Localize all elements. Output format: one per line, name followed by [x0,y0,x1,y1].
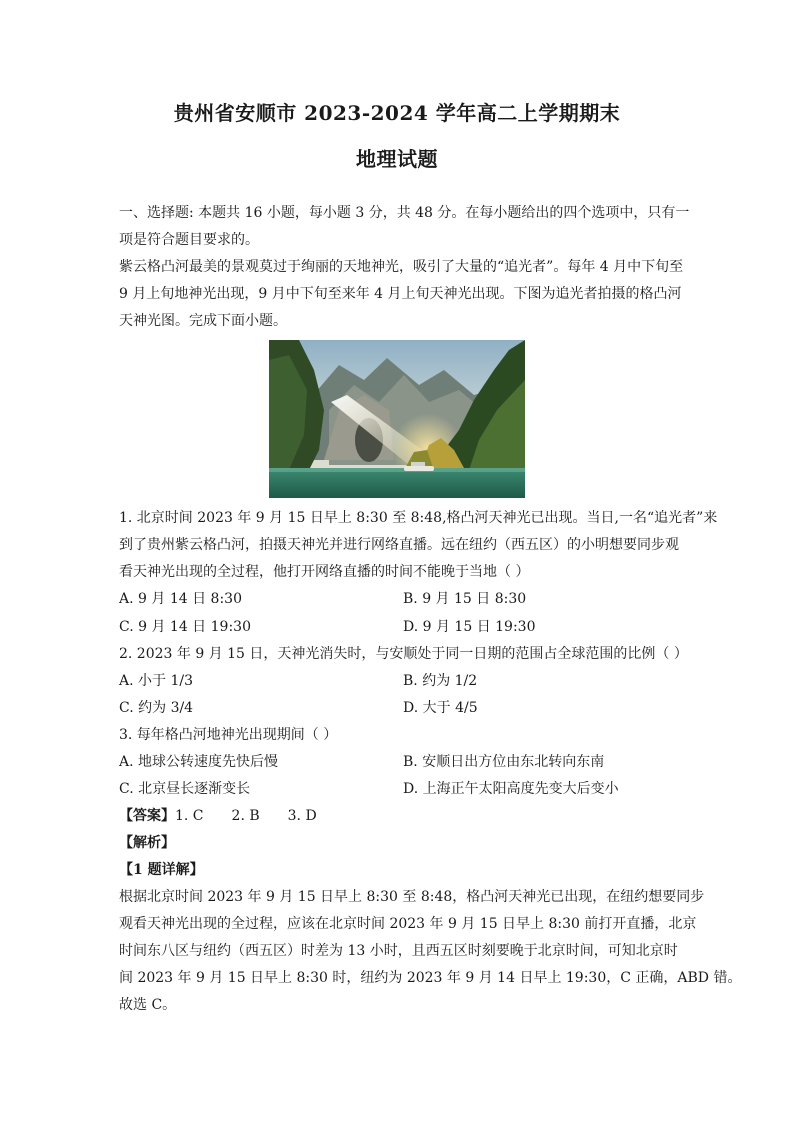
page-subtitle: 地理试题 [356,147,438,171]
question-2-text: 2. 2023 年 9 月 15 日，天神光消失时，与安顺处于同一日期的范围占全球范围的比例（ ） [119,646,688,662]
intro-line: 项是符合题目要求的。 [119,232,259,248]
intro-line: 9 月上旬地神光出现，9 月中下旬至来年 4 月上旬天神光出现。下图为追光者拍摄的格凸河 [119,286,682,302]
q1-option-a: A. 9 月 14 日 8:30 [119,591,242,607]
q3-option-d: D. 上海正午太阳高度先变大后变小 [403,781,619,797]
detail-title: 【1 题详解】 [119,862,204,878]
q3-option-b: B. 安顺日出方位由东北转向东南 [403,754,605,770]
intro-line: 紫云格凸河最美的景观莫过于绚丽的天地神光，吸引了大量的“追光者”。每年 4 月中下旬至 [119,259,684,275]
explanation-line: 时间东八区与纽约（西五区）时差为 13 小时，且西五区时刻要晚于北京时间，可知北京时 [119,943,678,959]
explanation-line: 间 2023 年 9 月 15 日早上 8:30 时，纽约为 2023 年 9 月 14 日早上 19:30，C 正确，ABD 错。 [119,970,742,986]
question-1-line: 看天神光出现的全过程，他打开网络直播的时间不能晚于当地（ ） [119,564,530,580]
q3-option-c: C. 北京昼长逐渐变长 [119,781,251,797]
explanation-line: 故选 C。 [119,997,177,1013]
q2-option-a: A. 小于 1/3 [119,673,193,689]
q2-option-b: B. 约为 1/2 [403,673,478,689]
q3-option-a: A. 地球公转速度先快后慢 [119,754,279,770]
question-1-line: 到了贵州紫云格凸河，拍摄天神光并进行网络直播。远在纽约（西五区）的小明想要同步观 [119,537,679,553]
answer-item: 1. C [175,808,204,824]
answer-item: 3. D [287,808,317,824]
page-title: 贵州省安顺市 2023-2024 学年高二上学期期末 [173,101,621,125]
answer-item: 2. B [231,808,260,824]
explanation-line: 根据北京时间 2023 年 9 月 15 日早上 8:30 至 8:48，格凸河天神光已出现，在纽约想要同步 [119,889,705,905]
q1-option-c: C. 9 月 14 日 19:30 [119,619,251,635]
question-1-line: 1. 北京时间 2023 年 9 月 15 日早上 8:30 至 8:48,格凸河天神光已出现。当日,一名“追光者”来 [119,510,718,526]
getu-river-photo [269,340,525,498]
answer-line [119,807,317,825]
q2-option-c: C. 约为 3/4 [119,700,194,716]
intro-line: 一、选择题: 本题共 16 小题，每小题 3 分，共 48 分。在每小题给出的四个选项中，只有一 [119,205,690,221]
answer-label: 【答案】 [119,808,175,824]
q1-option-b: B. 9 月 15 日 8:30 [403,591,527,607]
question-3-text: 3. 每年格凸河地神光出现期间（ ） [119,727,338,743]
analysis-label: 【解析】 [119,835,175,851]
intro-line: 天神光图。完成下面小题。 [119,313,287,329]
q1-option-d: D. 9 月 15 日 19:30 [403,619,536,635]
q2-option-d: D. 大于 4/5 [403,700,478,716]
explanation-line: 观看天神光出现的全过程，应该在北京时间 2023 年 9 月 15 日早上 8:30 前打开直播，北京 [119,916,697,932]
